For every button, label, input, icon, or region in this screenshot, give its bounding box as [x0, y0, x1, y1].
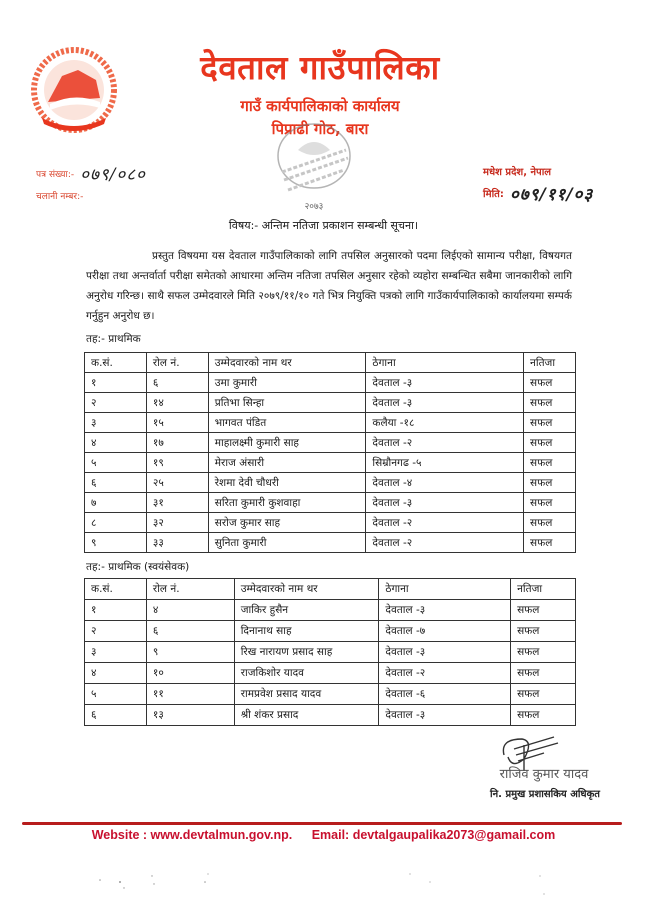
signatory-name: राजिव कुमार यादव: [499, 767, 589, 782]
cell-address: देवताल -२: [366, 533, 524, 553]
cell-name: माहालक्ष्मी कुमारी साह: [208, 433, 366, 453]
date-block: [483, 160, 593, 204]
cell-address: देवताल -६: [379, 684, 511, 705]
province-country: मधेश प्रदेश, नेपाल: [483, 167, 552, 178]
cell-serial: २: [85, 393, 147, 413]
seal-year: २०७३: [304, 202, 324, 212]
cell-serial: ३: [85, 413, 147, 433]
header-serial: क.सं.: [85, 353, 147, 373]
date-label: मिति:: [483, 189, 504, 200]
header-name: उम्मेदवारको नाम थर: [234, 579, 379, 600]
cell-serial: ७: [85, 493, 147, 513]
cell-result: सफल: [511, 705, 576, 726]
footer-contact: [0, 828, 647, 842]
cell-result: सफल: [511, 663, 576, 684]
cell-name: सरिता कुमारी कुशवाहा: [208, 493, 366, 513]
cell-address: देवताल -३: [366, 493, 524, 513]
table-row: [85, 413, 576, 433]
results-table-primary-volunteer: [84, 578, 576, 726]
results-table-primary: [84, 352, 576, 553]
notice-subject: विषय:- अन्तिम नतिजा प्रकाशन सम्बन्धी सूचना।: [228, 219, 419, 232]
cell-address: देवताल -२: [366, 513, 524, 533]
table-header-row: [85, 579, 576, 600]
cell-serial: ८: [85, 513, 147, 533]
cell-roll: १७: [146, 433, 208, 453]
nepal-emblem-logo: [20, 42, 128, 138]
table-row: [85, 373, 576, 393]
cell-address: देवताल -३: [379, 600, 511, 621]
cell-roll: ३३: [146, 533, 208, 553]
header-name: उम्मेदवारको नाम थर: [208, 353, 366, 373]
table-row: [85, 393, 576, 413]
cell-name: श्री शंकर प्रसाद: [234, 705, 379, 726]
cell-serial: ५: [85, 453, 147, 473]
footer-website[interactable]: Website : www.devtalmun.gov.np.: [91, 828, 293, 842]
cell-roll: १३: [146, 705, 234, 726]
cell-serial: ५: [85, 684, 147, 705]
cell-name: रिख नारायण प्रसाद साह: [234, 642, 379, 663]
cell-address: देवताल -३: [366, 393, 524, 413]
header-address: ठेगाना: [379, 579, 511, 600]
cell-result: सफल: [524, 413, 576, 433]
cell-result: सफल: [524, 453, 576, 473]
cell-serial: ४: [85, 433, 147, 453]
level-heading-primary-volunteer: तह:- प्राथमिक (स्वयंसेवक): [86, 561, 190, 573]
cell-result: सफल: [524, 373, 576, 393]
scan-noise-specks: [80, 870, 560, 900]
cell-name: उमा कुमारी: [208, 373, 366, 393]
cell-name: रेशमा देवी चौधरी: [208, 473, 366, 493]
cell-result: सफल: [524, 493, 576, 513]
cell-roll: १४: [146, 393, 208, 413]
header-result: नतिजा: [524, 353, 576, 373]
table-row: [85, 473, 576, 493]
header-roll: रोल नं.: [146, 579, 234, 600]
header-result: नतिजा: [511, 579, 576, 600]
cell-name: भागवत पंडित: [208, 413, 366, 433]
ref-number-label: पत्र संख्या:-: [36, 169, 75, 180]
table-header-row: [85, 353, 576, 373]
cell-serial: १: [85, 600, 147, 621]
footer-email[interactable]: Email: devtalgaupalika2073@gamail.com: [311, 828, 556, 842]
footer-divider: [22, 822, 622, 825]
table-row: [85, 663, 576, 684]
header-serial: क.सं.: [85, 579, 147, 600]
notice-body: प्रस्तुत विषयमा यस देवताल गाउँपालिकाको लागि तपसिल अनुसारको पदमा लिईएको सामान्य परीक्षा, विषयगत परीक्षा तथा अन्तर्वार्ता परीक्षा समेतको आधारमा अन्तिम नतिजा तपसिल अनुसार रहेको व्यहोरा सम्बन्धित सबैमा जानकारीको लागि अनुरोध गरिन्छ। साथै सफल उम्मेदवारले मिति २०७९/११/१० गते भित्र नियुक्ति पत्रको लागि गाउँकार्यपालिकाको कार्यालयमा सम्पर्क गर्नुहुन अनुरोध छ।: [86, 250, 572, 322]
header-roll: रोल नं.: [146, 353, 208, 373]
table-row: [85, 600, 576, 621]
cell-address: देवताल -२: [366, 433, 524, 453]
cell-address: देवताल -४: [366, 473, 524, 493]
cell-roll: १५: [146, 413, 208, 433]
office-location: पिप्राढी गोठ, बारा: [271, 120, 369, 138]
cell-address: देवताल -७: [379, 621, 511, 642]
cell-address: सिम्रौनगढ -५: [366, 453, 524, 473]
table-row: [85, 621, 576, 642]
cell-address: देवताल -३: [366, 373, 524, 393]
cell-result: सफल: [524, 473, 576, 493]
dispatch-number-label: चलानी नम्बर:-: [36, 191, 84, 202]
cell-roll: ६: [146, 621, 234, 642]
cell-roll: ९: [146, 642, 234, 663]
cell-roll: ३१: [146, 493, 208, 513]
cell-serial: ६: [85, 473, 147, 493]
cell-serial: ३: [85, 642, 147, 663]
cell-result: सफल: [511, 600, 576, 621]
cell-address: कलैया -१८: [366, 413, 524, 433]
cell-roll: १९: [146, 453, 208, 473]
cell-name: प्रतिभा सिन्हा: [208, 393, 366, 413]
cell-address: देवताल -३: [379, 642, 511, 663]
cell-roll: २५: [146, 473, 208, 493]
cell-name: राजकिशोर यादव: [234, 663, 379, 684]
cell-name: रामप्रवेश प्रसाद यादव: [234, 684, 379, 705]
ref-number-value: ०७९/०८०: [80, 164, 146, 185]
office-name: गाउँ कार्यपालिकाको कार्यालय: [240, 97, 400, 115]
cell-serial: ९: [85, 533, 147, 553]
cell-address: देवताल -२: [379, 663, 511, 684]
cell-roll: ३२: [146, 513, 208, 533]
table-row: [85, 705, 576, 726]
table-row: [85, 684, 576, 705]
cell-address: देवताल -३: [379, 705, 511, 726]
table-row: [85, 642, 576, 663]
cell-serial: ६: [85, 705, 147, 726]
cell-result: सफल: [524, 393, 576, 413]
cell-name: जाकिर हुसैन: [234, 600, 379, 621]
cell-name: सुनिता कुमारी: [208, 533, 366, 553]
table-row: [85, 493, 576, 513]
cell-roll: ११: [146, 684, 234, 705]
cell-name: मेराज अंसारी: [208, 453, 366, 473]
cell-roll: १०: [146, 663, 234, 684]
cell-serial: ४: [85, 663, 147, 684]
cell-name: दिनानाथ साह: [234, 621, 379, 642]
table-row: [85, 453, 576, 473]
cell-roll: ४: [146, 600, 234, 621]
cell-serial: २: [85, 621, 147, 642]
signatory-title: नि. प्रमुख प्रशासकिय अधिकृत: [490, 789, 600, 800]
municipality-title: देवताल गाउँपालिका: [200, 48, 440, 87]
cell-result: सफल: [511, 621, 576, 642]
cell-roll: ६: [146, 373, 208, 393]
cell-result: सफल: [524, 433, 576, 453]
cell-result: सफल: [511, 684, 576, 705]
level-heading-primary: तह:- प्राथमिक: [86, 333, 141, 345]
header-address: ठेगाना: [366, 353, 524, 373]
table-row: [85, 513, 576, 533]
table-row: [85, 533, 576, 553]
cell-serial: १: [85, 373, 147, 393]
cell-result: सफल: [524, 533, 576, 553]
reference-block: [36, 162, 146, 206]
date-value: ०७९/११/०३: [509, 184, 594, 205]
cell-result: सफल: [524, 513, 576, 533]
table-row: [85, 433, 576, 453]
cell-result: सफल: [511, 642, 576, 663]
cell-name: सरोज कुमार साह: [208, 513, 366, 533]
